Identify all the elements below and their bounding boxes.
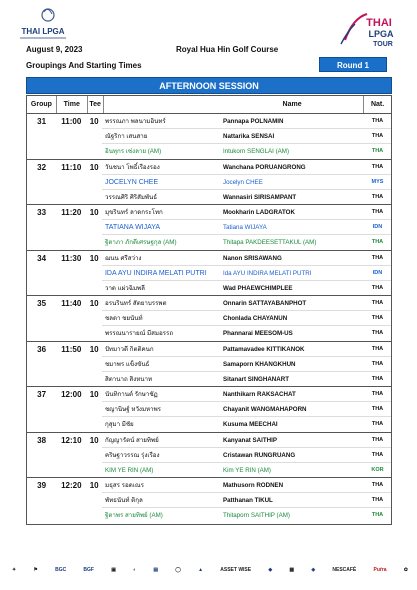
player-name-thai: JOCELYN CHEE: [104, 178, 159, 186]
player-nationality: THA: [371, 163, 384, 170]
player-name-thai: ณัฐริกา เสนสาย: [104, 133, 148, 141]
tee-time: 12:10: [61, 435, 82, 445]
player-row: [102, 493, 391, 508]
player-name: Thitaporn SAITHIP (AM): [222, 512, 290, 520]
player-name-thai: KIM YE RIN (AM): [104, 466, 154, 474]
tee-time: 11:40: [61, 299, 82, 308]
player-nationality: THA: [371, 375, 384, 382]
thai-lpga-tour-logo: [337, 10, 407, 48]
tee-time: 11:10: [61, 162, 82, 172]
player-name: Kanyanat SAITHIP: [222, 436, 277, 444]
sponsor-logo: ◯: [175, 567, 181, 573]
player-row: [102, 114, 391, 129]
player-list: [102, 478, 391, 524]
player-row: [102, 508, 391, 523]
tee-number: 10: [89, 208, 99, 217]
player-name: Wanchana PORUANGRONG: [222, 163, 306, 171]
group-number: 39: [37, 481, 47, 490]
tee-number: 10: [89, 162, 99, 172]
round-badge: Round 1: [319, 57, 387, 72]
player-nationality: THA: [371, 133, 384, 140]
player-nationality: THA: [371, 254, 384, 261]
tee-number: 10: [89, 435, 99, 445]
group-number: 31: [37, 117, 47, 126]
player-name: Samaporn KHANGKHUN: [222, 360, 296, 368]
tee-time: 12:00: [61, 390, 82, 399]
player-nationality: THA: [371, 118, 384, 124]
player-name: Thitapa PAKDEESETTAKUL (AM): [222, 239, 317, 247]
player-nationality: KOR: [371, 466, 384, 473]
player-row: [102, 160, 391, 175]
thai-lpga-logo: [14, 6, 72, 42]
group-row: [27, 296, 391, 342]
player-name-thai: ชมาพร แข็งขันธ์: [104, 360, 150, 368]
group-number: 38: [37, 435, 47, 445]
player-name: Phannarai MEESOM-US: [222, 330, 293, 338]
player-nationality: THA: [371, 315, 384, 322]
sponsor-logo: ▦: [289, 567, 295, 573]
player-name: Chayanit WANGMAHAPORN: [222, 406, 307, 414]
player-nationality: THA: [371, 436, 384, 443]
sponsor-nescafe: NESCAFÉ: [332, 567, 357, 573]
player-row: [102, 190, 391, 205]
player-name: Nanon SRISAWANG: [222, 254, 282, 262]
player-name: Jocelyn CHEE: [222, 178, 263, 186]
player-nationality: THA: [371, 345, 384, 352]
player-row: [102, 311, 391, 326]
player-name: Mookharin LADGRATOK: [222, 209, 295, 216]
group-number: 35: [37, 299, 47, 308]
player-row: [102, 417, 391, 432]
svg-text:TOUR: TOUR: [373, 41, 393, 48]
player-row: [102, 357, 391, 372]
player-name-thai: คริษฐาวรรณ รุ่งเรือง: [104, 451, 160, 459]
tee-time: 11:50: [61, 344, 82, 354]
player-name-thai: วันชนา โพธิ์เรืองรอง: [104, 163, 160, 171]
player-row: [102, 296, 391, 311]
sponsor-logo: ▣: [111, 567, 116, 573]
player-name-thai: IDA AYU INDIRA MELATI PUTRI: [104, 269, 207, 277]
player-list: [102, 387, 391, 432]
player-nationality: THA: [371, 209, 384, 215]
player-list: [102, 160, 391, 205]
player-name-thai: อินทุกร เซ่งลาย (AM): [104, 148, 162, 156]
player-row: [102, 144, 391, 159]
player-row: [102, 129, 391, 144]
player-name: Pannapa POLNAMIN: [222, 118, 284, 125]
sponsor-logo: ◐: [133, 567, 137, 573]
player-nationality: THA: [371, 360, 384, 367]
player-nationality: THA: [371, 193, 384, 200]
player-nationality: THA: [371, 300, 384, 306]
player-name-thai: พรรณนารายณ์ มีสมอรรถ: [104, 330, 174, 338]
player-row: [102, 251, 391, 266]
player-name-thai: TATIANA WIJAYA: [104, 224, 161, 232]
sponsor-bgc: BGC: [55, 567, 67, 573]
player-row: [102, 478, 391, 493]
player-name-thai: ฐิตาภา ภักดีเศรษฐกุล (AM): [104, 239, 177, 247]
player-name: Wad PHAEWCHIMPLEE: [222, 284, 293, 292]
player-name-thai: ปัทมาวดี กิตติคนก: [104, 345, 154, 353]
sponsor-asset-wise: ASSET WISE: [220, 567, 252, 573]
tee-time: 11:00: [61, 117, 82, 126]
player-name-thai: กุสุมา มีชัย: [104, 421, 134, 429]
player-name: Cristawan RUNGRUANG: [222, 451, 296, 459]
player-name-thai: พรรณภา พลนามอินทร์: [104, 118, 166, 125]
group-row: [27, 205, 391, 251]
svg-text:LPGA: LPGA: [368, 29, 394, 39]
group-row: [27, 251, 391, 297]
player-name: Pattamavadee KITTIKANOK: [222, 345, 305, 353]
tee-number: 10: [89, 344, 99, 354]
player-name: Tatiana WIJAYA: [222, 224, 267, 232]
player-list: [102, 114, 391, 159]
player-nationality: MYS: [371, 178, 384, 185]
player-name-thai: วาด แผ่วฉิมพลี: [104, 284, 145, 292]
sponsor-logo: ✦: [12, 567, 17, 573]
player-name-thai: ฌนน ศรีสว่าง: [104, 254, 142, 262]
player-row: [102, 326, 391, 341]
event-date: August 9, 2023: [26, 45, 83, 54]
logo-left-text: THAI LPGA: [21, 27, 65, 36]
header-thai-spacer: [104, 96, 221, 113]
player-nationality: THA: [371, 482, 384, 488]
player-nationality: THA: [371, 239, 384, 246]
tee-number: 10: [89, 481, 99, 490]
player-nationality: THA: [371, 406, 384, 413]
player-name: Wannasiri SIRISAMPANT: [222, 193, 297, 201]
player-row: [102, 235, 391, 250]
sponsor-logo: ◆: [268, 567, 273, 573]
player-row: [102, 448, 391, 463]
group-row: [27, 342, 391, 388]
player-row: [102, 205, 391, 220]
group-row: [27, 387, 391, 433]
player-nationality: THA: [371, 148, 384, 155]
player-name: Onnarin SATTAYABANPHOT: [222, 300, 307, 307]
player-name-thai: มุขรินทร์ ลาดกระโทก: [104, 209, 163, 216]
player-nationality: THA: [371, 284, 384, 291]
player-row: [102, 372, 391, 387]
player-nationality: IDN: [372, 224, 383, 231]
group-row: [27, 433, 391, 479]
player-nationality: THA: [371, 391, 384, 397]
player-name-thai: กัญญารัตน์ สายทิพย์: [104, 436, 159, 444]
tee-number: 10: [89, 299, 99, 308]
player-nationality: THA: [371, 497, 384, 504]
session-banner: AFTERNOON SESSION: [26, 77, 392, 94]
player-name: Mathusorn RODNEN: [222, 482, 284, 489]
player-name-thai: พัทธนันท์ ติกุล: [104, 497, 143, 505]
sponsor-logo: ▲: [198, 567, 204, 573]
header-name: Name: [221, 96, 364, 113]
tee-time: 11:20: [61, 208, 82, 217]
sponsor-logo: ✿: [403, 567, 408, 573]
header-nat: Nat.: [370, 101, 385, 108]
page-subtitle: Groupings And Starting Times: [26, 61, 142, 70]
header-group: Group: [27, 96, 57, 113]
player-name: Patthanan TIKUL: [222, 497, 273, 505]
player-row: [102, 220, 391, 235]
tee-number: 10: [89, 253, 99, 263]
sponsor-strip: [12, 562, 408, 578]
group-number: 36: [37, 344, 47, 354]
course-name: Royal Hua Hin Golf Course: [176, 45, 279, 54]
player-list: [102, 205, 391, 250]
player-name-thai: ชญานิษฐ์ หวังมหาพร: [104, 406, 161, 414]
group-number: 34: [37, 253, 47, 263]
sponsor-logo: ▤: [153, 567, 159, 573]
player-name: Intukorn SENGLAI (AM): [222, 148, 290, 156]
player-nationality: IDN: [372, 269, 383, 276]
player-row: [102, 402, 391, 417]
group-row: [27, 114, 391, 160]
player-name-thai: นันทิกานต์ รักษาชัฏ: [104, 391, 158, 398]
player-nationality: THA: [371, 421, 384, 428]
player-row: [102, 342, 391, 357]
player-name-thai: ชลดา ชยนันท์: [104, 315, 143, 323]
player-nationality: THA: [371, 330, 384, 337]
header-tee: Tee: [88, 96, 104, 113]
group-row: [27, 478, 391, 524]
sponsor-logo: ◈: [311, 567, 316, 573]
player-list: [102, 251, 391, 296]
player-list: [102, 433, 391, 478]
group-row: [27, 160, 391, 206]
sponsor-bgf: BGF: [83, 567, 94, 573]
player-list: [102, 296, 391, 341]
player-name-thai: มธุสร รอดเณร: [104, 482, 144, 489]
tee-time: 11:30: [61, 253, 82, 263]
player-name: Nattarika SENSAI: [222, 133, 275, 141]
player-name: Ida AYU INDIRA MELATI PUTRI: [222, 269, 312, 277]
player-name: Kusuma MEECHAI: [222, 421, 278, 429]
group-number: 37: [37, 390, 47, 399]
player-name: Kim YE RIN (AM): [222, 466, 271, 474]
table-header: [27, 96, 391, 114]
tee-number: 10: [89, 117, 99, 126]
sponsor-purra: Puŕra: [373, 567, 387, 573]
svg-text:THAI: THAI: [366, 17, 392, 29]
tee-time: 12:20: [61, 481, 82, 490]
player-name: Sitanart SINGHANART: [222, 375, 289, 383]
player-nationality: THA: [371, 512, 384, 519]
groupings-table: [26, 95, 392, 525]
player-row: [102, 281, 391, 296]
player-row: [102, 433, 391, 448]
player-name-thai: วรรณศิริ ศิริสัมพันธ์: [104, 193, 158, 201]
sponsor-logo: ⚑: [33, 567, 38, 573]
player-name: Chonlada CHAYANUN: [222, 315, 288, 323]
player-row: [102, 266, 391, 281]
player-row: [102, 175, 391, 190]
player-list: [102, 342, 391, 387]
group-number: 33: [37, 208, 47, 217]
player-name-thai: อรนรินทร์ สัตยาบรรพต: [104, 300, 167, 307]
header-time: Time: [57, 96, 88, 113]
tee-number: 10: [89, 390, 99, 399]
player-name-thai: ฐิตาพร สายทิพย์ (AM): [104, 512, 163, 520]
group-number: 32: [37, 162, 47, 172]
player-name: Nanthikarn RAKSACHAT: [222, 391, 296, 398]
player-row: [102, 387, 391, 402]
player-name-thai: สิตานาถ สิงหนาท: [104, 375, 153, 383]
player-row: [102, 463, 391, 478]
groups-body: [27, 114, 391, 524]
player-nationality: THA: [371, 451, 384, 458]
